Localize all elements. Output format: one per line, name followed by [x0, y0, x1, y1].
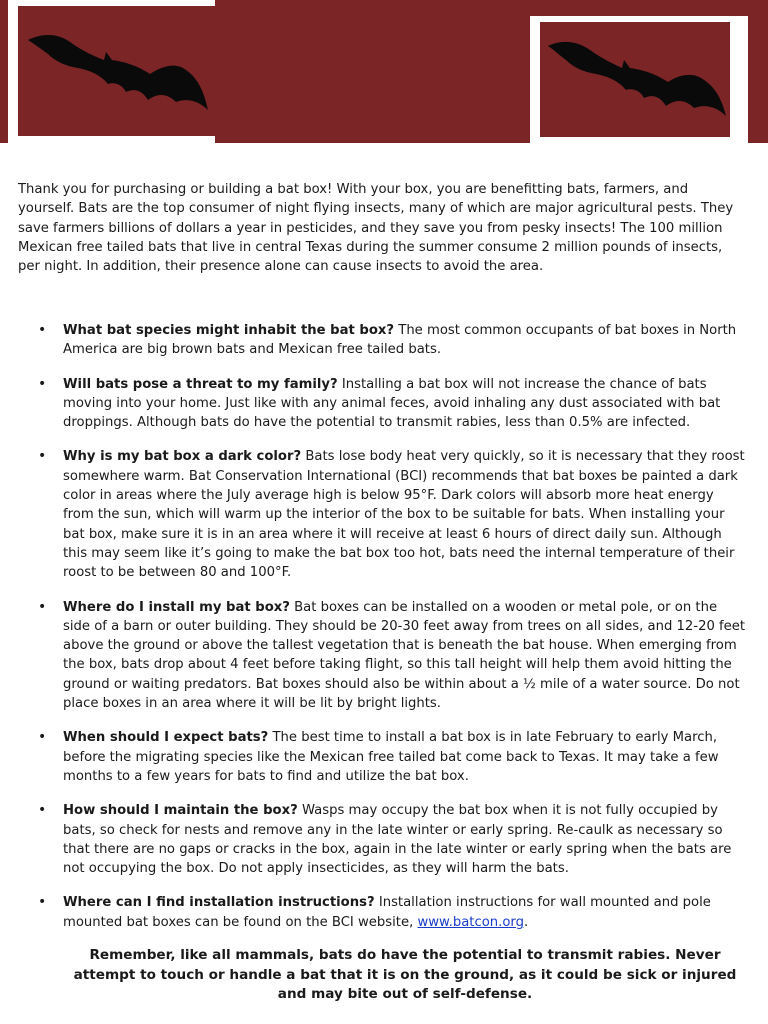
faq-question: Why is my bat box a dark color?: [63, 449, 302, 465]
faq-question: How should I maintain the box?: [63, 803, 298, 819]
intro-paragraph: Thank you for purchasing or building a bat box! With your box, you are benefitting bats, farmers, and yourself. Bats are the top consumer of night flying insects, many of which are major agricultural pests. They save farmers billions of dollars a year in pesticides, and they save you from pesky insects! The 100 million Mexican free tailed bats that live in central Texas during the summer consume 2 million pounds of insects, per night. In addition, their presence alone can cause insects to avoid the area.: [18, 182, 734, 275]
faq-question: When should I expect bats?: [63, 730, 269, 746]
batcon-link[interactable]: www.batcon.org: [417, 914, 524, 930]
faq-question: Will bats pose a threat to my family?: [63, 376, 338, 392]
faq-question: What bat species might inhabit the bat box?: [63, 323, 395, 338]
faq-item-threat: [63, 375, 748, 433]
faq-question: Where do I install my bat box?: [63, 599, 290, 615]
faq-answer: The best time to install a bat box is in late February to early March, before the migrating species like the Mexican free tailed bat come back to Texas. It may take a few months to a few years for bats to find and utilize the bat box.: [63, 730, 719, 784]
faq-item-instructions: [63, 893, 748, 932]
bat-silhouette-icon: [546, 32, 728, 124]
faq-item-install-location: [63, 598, 748, 714]
faq-answer: Installing a bat box will not increase the chance of bats moving into your home. Just like with any animal feces, avoid inhaling any dust associated with bat droppings. Although bats do have the potential to transmit rabies, less than 0.5% are infected.: [63, 376, 721, 431]
faq-answer: Wasps may occupy the bat box when it is not fully occupied by bats, so check for nests and remove any in the late winter or early spring. Re-caulk as necessary so that there are no gaps or cracks in the box, again in the late winter or early spring when the bats are not occupying the box. Do not apply insecticides, as they will harm the bats.: [63, 803, 732, 877]
faq-answer: Bats lose body heat very quickly, so it is necessary that they roost somewhere warm. Bat Conservation International (BCI) recommends that bat boxes be painted a dark color in areas where the July average high is below 95°F. Dark colors will absorb more heat energy from the sun, which will warm up the interior of the box to be suitable for bats. When installing your bat box, make sure it is in an area where it will receive at least 6 hours of direct daily sun. Although this may seem like it’s going to make the bat box too hot, bats need the internal temperature of their roost to be between 80 and 100°F.: [63, 449, 745, 581]
faq-item-dark-color: [63, 447, 748, 582]
faq-item-maintenance: [63, 801, 748, 878]
faq-item-timing: [63, 728, 748, 786]
faq-question: Where can I find installation instructions?: [63, 895, 375, 911]
faq-answer: Bat boxes can be installed on a wooden or metal pole, or on the side of a barn or outer building. They should be 20-30 feet away from trees on all sides, and 12-20 feet above the ground or above the tallest vegetation that is beneath the bat house. When emerging from the box, bats drop about 4 feet before taking flight, so this tall height will help them avoid hitting the ground or waiting predators. Bat boxes should also be within about a ½ mile of a water source. Do not place boxes in an area where it will be lit by bright lights.: [63, 599, 746, 712]
faq-answer: The most common occupants of bat boxes in North America are big brown bats and Mexican free tailed bats.: [63, 323, 737, 358]
faq-answer: Installation instructions for wall mounted and pole mounted bat boxes can be found on the BCI website,: [63, 895, 711, 930]
rabies-warning: Remember, like all mammals, bats do have the potential to transmit rabies. Never attempt to touch or handle a bat that it is on the ground, as it could be sick or injured and may bite out of self-defense.: [73, 947, 737, 1002]
faq-item-species: [63, 321, 748, 360]
faq-answer-end: .: [523, 914, 529, 930]
bat-silhouette-icon: [26, 22, 212, 122]
faq-list: [0, 321, 748, 947]
